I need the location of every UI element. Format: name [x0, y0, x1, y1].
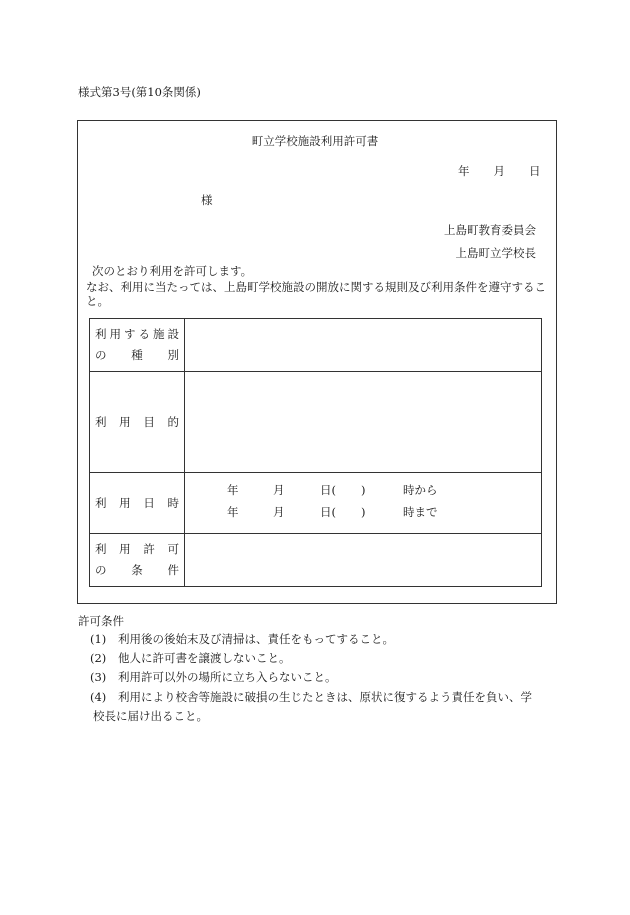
permit-conditions-label: 利用許可 の条件	[90, 534, 185, 587]
table-row	[90, 372, 542, 473]
end-day: 日(	[320, 505, 336, 519]
condition-number: (1)	[90, 632, 107, 646]
start-weekday-close: )	[361, 483, 366, 497]
date-month-label: 月	[493, 164, 505, 178]
condition-number: (2)	[90, 651, 107, 665]
start-day: 日(	[320, 483, 336, 497]
addressee-suffix: 様	[201, 193, 213, 207]
end-year: 年	[227, 505, 239, 519]
issue-date	[458, 166, 541, 178]
datetime-value[interactable]	[185, 473, 542, 534]
document-title: 町立学校施設利用許可書	[251, 134, 379, 148]
permit-conditions-value[interactable]	[185, 534, 542, 587]
start-hour: 時から	[403, 483, 438, 497]
list-item	[90, 692, 532, 704]
end-hour: 時まで	[403, 505, 438, 519]
condition-continuation: 校長に届け出ること。	[93, 709, 208, 723]
end-month: 月	[273, 505, 285, 519]
body-text-2: なお、利用に当たっては、上島町学校施設の開放に関する規則及び利用条件を遵守すること。	[86, 280, 546, 308]
permit-table	[89, 318, 542, 587]
condition-number: (3)	[90, 670, 107, 684]
end-weekday-close: )	[361, 505, 366, 519]
issuer-principal: 上島町立学校長	[455, 246, 536, 260]
date-day-label: 日	[529, 164, 541, 178]
conditions-title: 許可条件	[78, 614, 124, 628]
form-number: 様式第3号(第10条関係)	[78, 85, 201, 99]
table-row	[90, 534, 542, 587]
condition-number: (4)	[90, 690, 107, 704]
condition-text: 利用後の後始末及び清掃は、責任をもってすること。	[118, 632, 394, 646]
purpose-value[interactable]	[185, 372, 542, 473]
date-year-label: 年	[458, 164, 470, 178]
condition-text: 利用により校舎等施設に破損の生じたときは、原状に復するよう責任を負い、学	[118, 690, 532, 704]
list-item	[90, 653, 291, 665]
datetime-label: 利用日時	[90, 473, 185, 534]
table-row	[90, 319, 542, 372]
condition-text: 利用許可以外の場所に立ち入らないこと。	[118, 670, 337, 684]
purpose-label: 利用目的	[90, 372, 185, 473]
list-item	[90, 634, 394, 646]
table-row	[90, 473, 542, 534]
body-text-1: 次のとおり利用を許可します。	[92, 264, 253, 278]
issuer-board: 上島町教育委員会	[444, 223, 536, 237]
condition-text: 他人に許可書を譲渡しないこと。	[118, 651, 291, 665]
facility-type-value[interactable]	[185, 319, 542, 372]
start-year: 年	[227, 483, 239, 497]
facility-type-label: 利用する施設 の種別	[90, 319, 185, 372]
start-month: 月	[273, 483, 285, 497]
list-item	[90, 672, 337, 684]
